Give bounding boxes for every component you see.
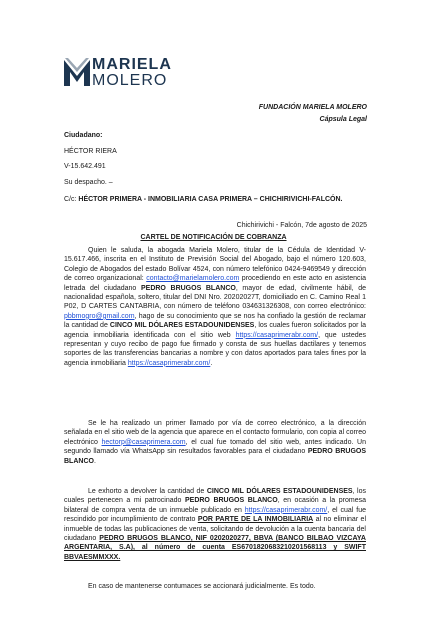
foundation-name: FUNDACIÓN MARIELA MOLERO bbox=[258, 104, 367, 111]
logo-line1: MARIELA bbox=[92, 56, 172, 73]
cc-text: HÉCTOR PRIMERA - INMOBILIARIA CASA PRIMERA – CHICHIRIVICHI-FALCÓN. bbox=[78, 196, 343, 203]
email-link-organization[interactable]: contacto@marielamolero.com bbox=[146, 275, 240, 283]
recipient-id: V-15.642.491 bbox=[64, 163, 106, 170]
greeting: Su despacho. – bbox=[64, 179, 113, 186]
logo-m-mark-icon bbox=[62, 56, 92, 88]
website-link-1[interactable]: https://casaprimerabr.com/ bbox=[235, 331, 319, 339]
website-link-2[interactable]: https://casaprimerabr.com/ bbox=[127, 359, 211, 367]
place-date: Chichirivichi - Falcón, 7de agosto de 2025 bbox=[236, 222, 367, 229]
website-link-3[interactable]: https://casaprimerabr.com/ bbox=[244, 506, 328, 514]
recipient-name: HÉCTOR RIERA bbox=[64, 148, 117, 155]
document-title: CARTEL DE NOTIFICACIÓN DE COBRANZA bbox=[140, 234, 287, 241]
bank-details: PEDRO BRUGOS BLANCO, NIF 0202020277, BBVA (BANCO BILBAO VIZCAYA ARGENTARIA, S.A), al número de cuenta ES6701820683210201568113 y SWIFT BBVAESMMXXX. bbox=[64, 535, 366, 561]
email-link-client[interactable]: pbbmogro@gmail.com bbox=[64, 312, 135, 320]
legal-subtitle: Cápsula Legal bbox=[319, 116, 367, 123]
cc-line bbox=[64, 195, 366, 204]
logo-line2: MOLERO bbox=[92, 72, 168, 89]
cc-prefix: C/c: bbox=[64, 196, 77, 203]
email-link-agency[interactable]: hectorp@casaprimera.com bbox=[101, 438, 186, 446]
paragraph-1: Quien le saluda, la abogada Mariela Molero, titular de la Cédula de Identidad V-15.617.466, inscrita en el Instituto de Previsión Social del Abogado, bajo el número 120.603, Colegio de Abogados del estado Bolívar 4524, con número telefónico 0424-9469549 y dirección de correo organizacional: contacto@marielamolero.com procediendo en este acto en asistencia letrada del ciudadano PEDRO BRUGOS BLANCO, mayor de edad, civilmente hábil, de nacionalidad española, soltero, titular del DNI Nro. 20202027T, domiciliado en C. Camino Real 1 P02, D CARTES CANTABRIA, con número de teléfono 034631326308, con correo electrónico: pbbmogro@gmail.com, hago de su conocimiento que se nos ha confiado la gestión de reclamar la cantidad de CINCO MIL DÓLARES ESTADOUNIDENSES, los cuales fueron solicitados por la agencia inmobiliaria identificada con el sitio web https://casaprimerabr.com/, que ustedes representan y cuyo recibo de pago fue firmado y consta de sus huellas dactilares y tenemos soportes de las transferencias bancarias a nombre y con datos aportados para tales fines por la agencia inmobiliaria https://casaprimerabr.com/. bbox=[64, 247, 367, 367]
paragraph-4: En caso de mantenerse contumaces se accionará judicialmente. Es todo. bbox=[88, 583, 316, 590]
paragraph-2: Se le ha realizado un primer llamado por vía de correo electrónico, a la dirección señalada en el sitio web de la agencia que aparece en el contacto formulario, con copia al correo electrónico hectorp@casaprimera.com, el cual fue tomado del sitio web, antes indicado. Un segundo llamado vía WhatsApp sin resultados favorables para el ciudadano PEDRO BRUGOS BLANCO. bbox=[64, 420, 367, 465]
recipient-label: Ciudadano: bbox=[64, 132, 103, 139]
paragraph-3: Le exhorto a devolver la cantidad de CINCO MIL DÓLARES ESTADOUNIDENSES, los cuales pertenecen a mi patrocinado PEDRO BRUGOS BLANCO, en ocasión a la promesa bilateral de compra venta de un inmueble publicado en https://casaprimerabr.com/, el cual fue rescindido por incumplimiento de contrato POR PARTE DE LA INMOBILIARIA al no eliminar el inmueble de todas las publicaciones de venta, solicitando de devolución a la cuenta bancaria del ciudadano PEDRO BRUGOS BLANCO, NIF 0202020277, BBVA (BANCO BILBAO VIZCAYA ARGENTARIA, S.A), al número de cuenta ES6701820683210201568113 y SWIFT BBVAESMMXXX. bbox=[64, 488, 367, 561]
logo bbox=[62, 54, 182, 94]
